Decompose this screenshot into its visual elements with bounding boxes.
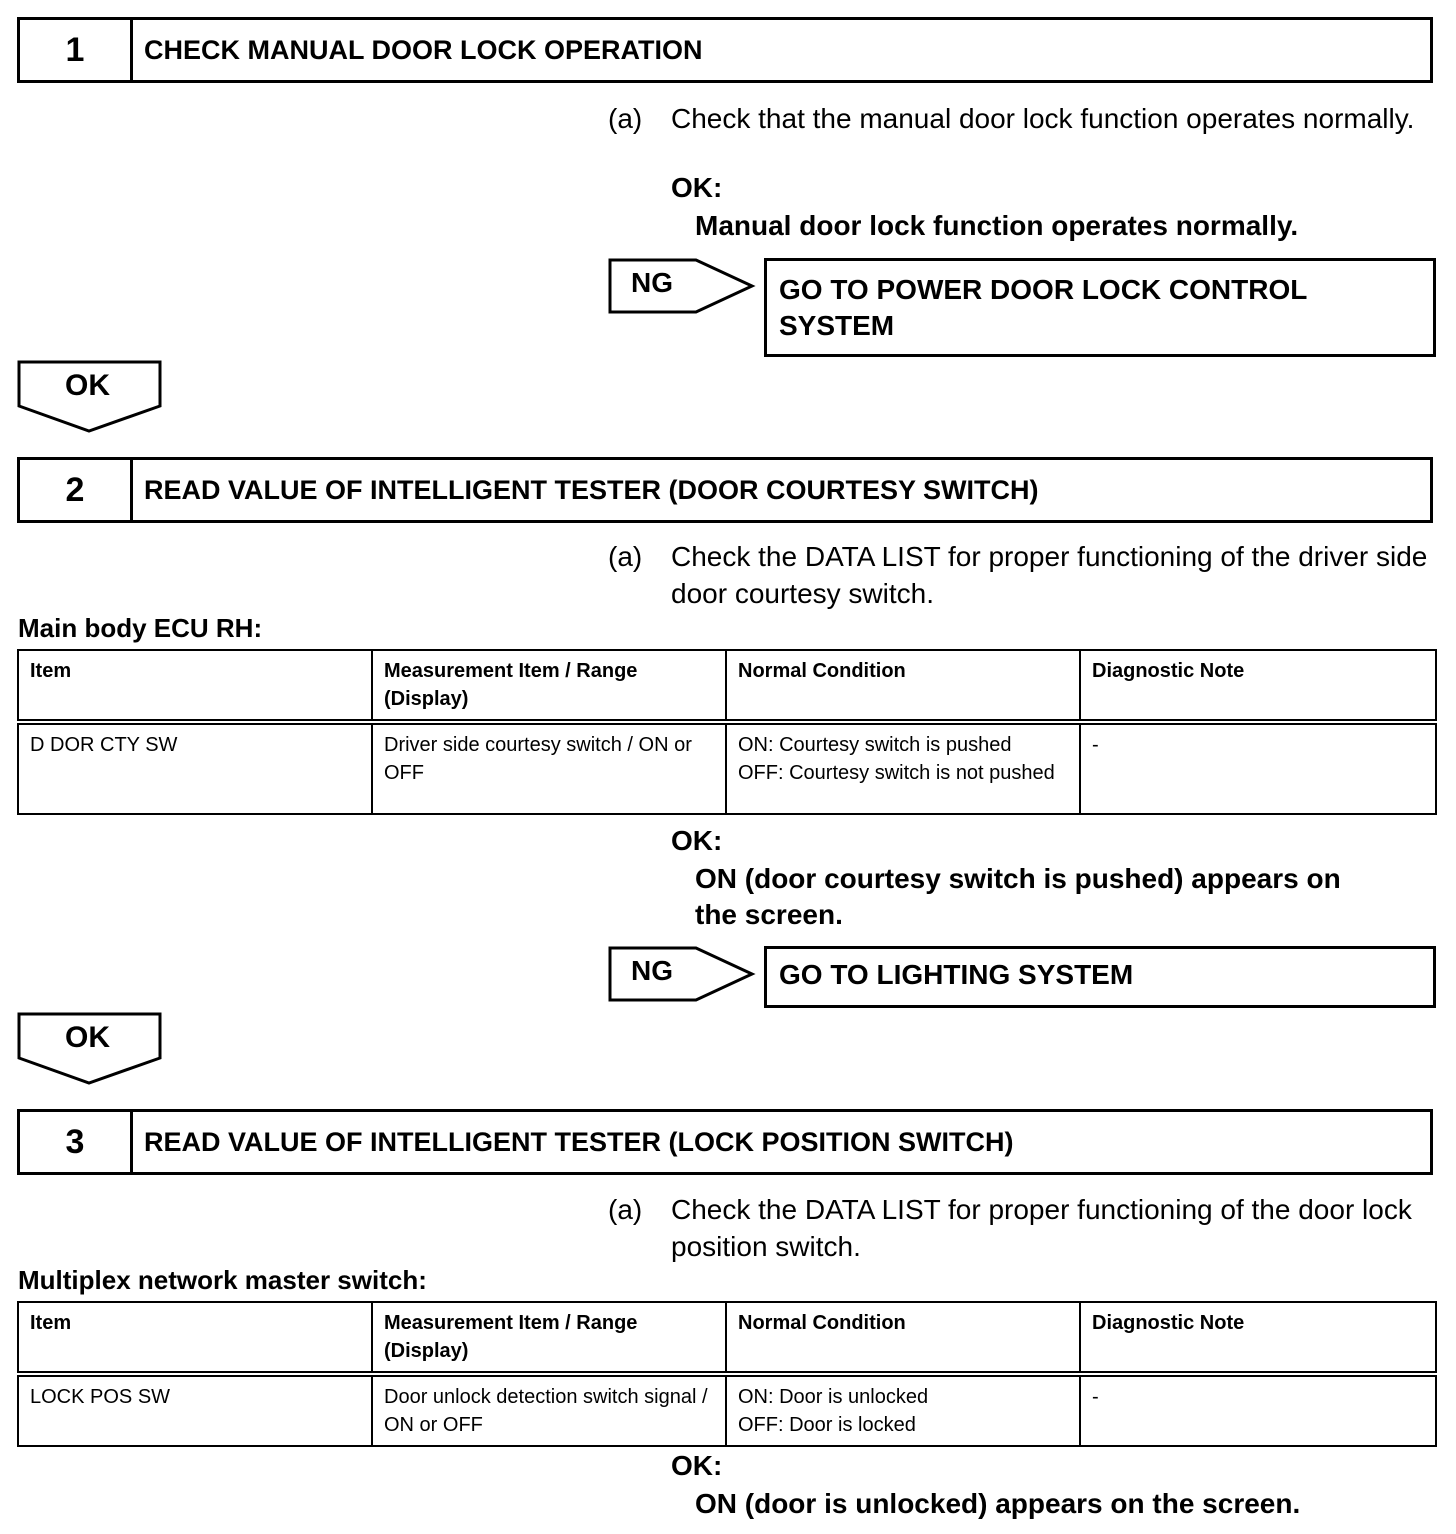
step-number: 3: [20, 1112, 133, 1172]
cell-item: LOCK POS SW: [18, 1374, 372, 1446]
ng-destination-box[interactable]: [764, 946, 1436, 1008]
table-row: [18, 1374, 1436, 1446]
table-row: [18, 722, 1436, 814]
condition-off: OFF: Courtesy switch is not pushed: [738, 762, 1055, 784]
cell-normal-condition: [726, 722, 1080, 814]
cell-diagnostic-note: -: [1080, 722, 1436, 814]
header-item: Item: [18, 650, 372, 722]
instruction-text: Check that the manual door lock function operates normally.: [671, 103, 1415, 134]
header-item: Item: [18, 1302, 372, 1374]
step-number: 1: [20, 20, 133, 80]
ok-text-line: the screen.: [695, 899, 843, 930]
header-normal-condition: Normal Condition: [726, 650, 1080, 722]
data-list-table: [17, 1301, 1437, 1447]
cell-measurement: Door unlock detection switch signal / ON or OFF: [372, 1374, 726, 1446]
header-measurement: Measurement Item / Range (Display): [372, 650, 726, 722]
instruction-text: Check the DATA LIST for proper functioning of the driver side door courtesy switch.: [671, 541, 1428, 609]
instruction-label: (a): [608, 541, 643, 572]
step-2-ok-arrow: [17, 1012, 165, 1091]
ng-destination-line: GO TO LIGHTING SYSTEM: [779, 959, 1134, 990]
table-header-row: [18, 650, 1436, 722]
step-title: READ VALUE OF INTELLIGENT TESTER (DOOR COURTESY SWITCH): [144, 474, 1039, 505]
step-3-ok-label: OK:: [671, 1450, 723, 1481]
condition-on: ON: Door is unlocked: [738, 1386, 929, 1408]
cell-diagnostic-note: -: [1080, 1374, 1436, 1446]
cell-item: D DOR CTY SW: [18, 722, 372, 814]
ng-destination-line: GO TO POWER DOOR LOCK CONTROL: [779, 274, 1308, 305]
ng-destination-line: SYSTEM: [779, 310, 895, 341]
data-list-table: [17, 649, 1437, 815]
ok-arrow-label: OK: [65, 369, 110, 402]
cell-measurement: Driver side courtesy switch / ON or OFF: [372, 722, 726, 814]
ok-arrow-label: OK: [65, 1021, 110, 1054]
ng-label: NG: [631, 955, 673, 986]
ok-text-line: ON (door courtesy switch is pushed) appears on: [695, 863, 1341, 894]
table-caption: Main body ECU RH:: [18, 613, 263, 643]
header-measurement: Measurement Item / Range (Display): [372, 1302, 726, 1374]
step-3-ok-text: ON (door is unlocked) appears on the screen.: [695, 1488, 1301, 1519]
header-normal-condition: Normal Condition: [726, 1302, 1080, 1374]
table-header-row: [18, 1302, 1436, 1374]
step-2-ok-label: OK:: [671, 825, 723, 856]
instruction-label: (a): [608, 1194, 643, 1225]
header-diagnostic-note: Diagnostic Note: [1080, 650, 1436, 722]
table-caption: Multiplex network master switch:: [18, 1265, 427, 1295]
step-title: CHECK MANUAL DOOR LOCK OPERATION: [144, 34, 703, 65]
step-1-ok-label: OK:: [671, 172, 723, 203]
step-number: 2: [20, 460, 133, 520]
ng-destination-box[interactable]: [764, 258, 1436, 357]
instruction-text: Check the DATA LIST for proper functioning of the door lock position switch.: [671, 1194, 1412, 1262]
step-1-ok-text: Manual door lock function operates normally.: [695, 210, 1299, 241]
step-1-ok-arrow: [17, 360, 165, 439]
header-diagnostic-note: Diagnostic Note: [1080, 1302, 1436, 1374]
ng-label: NG: [631, 267, 673, 298]
condition-on: ON: Courtesy switch is pushed: [738, 734, 1012, 756]
step-2-ok-text: [695, 861, 1341, 933]
instruction-label: (a): [608, 103, 643, 134]
step-title: READ VALUE OF INTELLIGENT TESTER (LOCK POSITION SWITCH): [144, 1126, 1014, 1157]
step-1-header: [17, 17, 1433, 83]
step-3-header: [17, 1109, 1433, 1175]
step-2-header: [17, 457, 1433, 523]
cell-normal-condition: [726, 1374, 1080, 1446]
condition-off: OFF: Door is locked: [738, 1414, 916, 1436]
